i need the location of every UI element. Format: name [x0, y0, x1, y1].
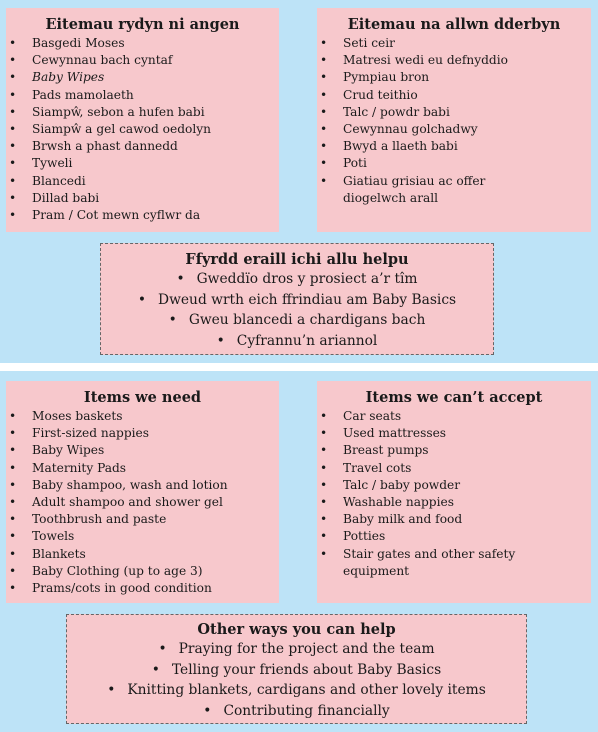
list-item: [317, 511, 591, 528]
bullet-icon: •: [9, 563, 17, 578]
list-item: [317, 425, 591, 442]
bullet-icon: •: [9, 409, 17, 423]
bullet-icon: •: [320, 426, 328, 441]
list-item: [317, 173, 591, 190]
english-items-needed-list: [6, 408, 279, 597]
bullet-icon: •: [320, 70, 328, 85]
list-item-text: Blancedi: [32, 173, 86, 188]
welsh-items-needed-box: [6, 8, 279, 232]
list-item-text: Telling your friends about Baby Basics: [171, 661, 442, 678]
list-item-text: Adult shampoo and shower gel: [32, 495, 223, 510]
list-item: [317, 408, 591, 425]
bullet-icon: •: [320, 53, 328, 68]
list-item-text: Knitting blankets, cardigans and other lovely items: [127, 682, 486, 698]
bullet-icon: •: [9, 139, 17, 154]
list-item-text: Bwyd a llaeth babi: [343, 139, 458, 154]
list-item-text: Poti: [343, 156, 367, 171]
list-item-text: Talc / powdr babi: [343, 104, 450, 119]
list-item-text: Prams/cots in good condition: [32, 581, 212, 596]
english-other-ways-title: Other ways you can help: [197, 621, 396, 638]
list-item: [101, 269, 493, 290]
bullet-icon: •: [9, 53, 17, 68]
list-item: [101, 331, 493, 352]
list-item: [6, 580, 279, 597]
list-item: [6, 408, 279, 425]
bullet-icon: •: [9, 443, 17, 458]
list-item-text: Breast pumps: [343, 443, 429, 458]
bullet-icon: •: [203, 702, 212, 719]
list-item-text: Siampŵ a gel cawod oedolyn: [32, 122, 211, 137]
list-item: [6, 511, 279, 528]
list-item-text: Tyweli: [32, 156, 73, 171]
list-item-text: Siampŵ, sebon a hufen babi: [32, 104, 205, 119]
bullet-icon: •: [320, 443, 328, 458]
list-item-text: Matresi wedi eu defnyddio: [343, 53, 508, 68]
list-item: [6, 563, 279, 580]
list-item-text: Crud teithio: [343, 87, 418, 102]
list-item-text: Baby Wipes: [32, 443, 105, 458]
list-item: [317, 35, 591, 52]
list-item: [317, 52, 591, 69]
list-item-text: Washable nappies: [343, 495, 454, 510]
list-item: [317, 104, 591, 121]
bullet-icon: •: [216, 332, 225, 349]
list-item: [317, 155, 591, 172]
list-item: [67, 680, 526, 701]
list-item: [317, 477, 591, 494]
bullet-icon: •: [9, 36, 17, 50]
bullet-icon: •: [9, 190, 17, 205]
english-other-ways-list: [67, 639, 526, 721]
welsh-panel: [0, 0, 598, 363]
list-item: [317, 121, 591, 138]
list-item-text: Praying for the project and the team: [178, 641, 435, 657]
bullet-icon: •: [9, 122, 17, 137]
list-item: [6, 138, 279, 155]
bullet-icon: •: [9, 104, 17, 119]
english-panel: [0, 371, 598, 732]
bullet-icon: •: [9, 87, 17, 102]
bullet-icon: •: [9, 173, 17, 188]
list-item-text: Brwsh a phast dannedd: [32, 139, 178, 154]
bullet-icon: •: [320, 87, 328, 102]
list-item: [6, 494, 279, 511]
bullet-icon: •: [320, 122, 328, 137]
list-item: [6, 442, 279, 459]
bullet-icon: •: [320, 546, 328, 561]
list-item-text: Cyfrannu’n ariannol: [236, 332, 378, 349]
bullet-icon: •: [320, 460, 328, 475]
list-item: [6, 546, 279, 563]
list-item: [67, 639, 526, 660]
list-item: [6, 173, 279, 190]
list-item: [317, 563, 591, 580]
list-item-text: Cewynnau golchadwy: [343, 122, 478, 137]
english-items-cant-accept-box: [317, 381, 591, 603]
list-item-text: Dillad babi: [32, 190, 100, 205]
bullet-icon: •: [9, 529, 17, 544]
bullet-icon: •: [9, 156, 17, 171]
list-item: [317, 546, 591, 563]
list-item: [317, 528, 591, 545]
bullet-icon: •: [320, 477, 328, 492]
bullet-icon: •: [9, 460, 17, 475]
bullet-icon: •: [137, 291, 147, 308]
bullet-icon: •: [9, 546, 17, 561]
list-item: [317, 138, 591, 155]
bullet-icon: •: [9, 426, 17, 441]
list-item: [6, 477, 279, 494]
bullet-icon: •: [320, 409, 328, 423]
english-items-needed-box: [6, 381, 279, 603]
bullet-icon: •: [320, 173, 328, 188]
list-item-text: Gweu blancedi a chardigans bach: [188, 312, 426, 328]
list-item-text: Contributing financially: [223, 702, 390, 719]
list-item-text: Moses baskets: [32, 409, 123, 423]
list-item: [6, 87, 279, 104]
bullet-icon: •: [9, 70, 17, 85]
list-item: [6, 207, 279, 224]
welsh-items-cant-accept-title: Eitemau na allwn dderbyn: [347, 16, 561, 33]
list-item-text: Pympiau bron: [343, 70, 430, 85]
list-item: [67, 701, 526, 722]
bullet-icon: •: [320, 104, 328, 119]
list-item: [6, 155, 279, 172]
list-item-text: Gweddïo dros y prosiect a’r tîm: [196, 271, 418, 287]
list-item: [6, 121, 279, 138]
welsh-items-needed-list: [6, 35, 279, 224]
bullet-icon: •: [320, 495, 328, 510]
bullet-icon: •: [168, 312, 177, 328]
list-item: [6, 528, 279, 545]
list-item-text: Car seats: [343, 409, 402, 423]
list-item-text: Baby milk and food: [343, 512, 463, 527]
list-item: [317, 190, 591, 207]
bullet-icon: •: [9, 495, 17, 510]
list-item-text: Baby Wipes: [32, 70, 105, 85]
bullet-icon: •: [9, 581, 17, 596]
list-item-text: Giatiau grisiau ac offer: [343, 173, 486, 188]
list-item: [317, 494, 591, 511]
list-item: [67, 660, 526, 681]
english-items-needed-title: Items we need: [83, 389, 202, 406]
list-item: [101, 310, 493, 331]
list-item: [6, 190, 279, 207]
list-item: [6, 104, 279, 121]
bullet-icon: •: [9, 208, 17, 223]
list-item-text: Used mattresses: [343, 426, 447, 441]
bullet-icon: •: [320, 139, 328, 154]
list-item: [317, 69, 591, 86]
bullet-icon: •: [9, 477, 17, 492]
list-item-text: Towels: [32, 529, 75, 544]
list-item-text: Stair gates and other safety: [343, 546, 516, 561]
welsh-other-ways-title: Ffyrdd eraill ichi allu helpu: [185, 251, 409, 268]
list-item-text: Toothbrush and paste: [32, 512, 167, 527]
welsh-other-ways-list: [101, 269, 493, 351]
list-item-text: Pads mamolaeth: [32, 87, 134, 102]
list-item-text: Potties: [343, 529, 386, 544]
welsh-items-cant-accept-box: [317, 8, 591, 232]
welsh-items-needed-title: Eitemau rydyn ni angen: [45, 16, 240, 33]
list-item: [317, 87, 591, 104]
english-items-cant-accept-title: Items we can’t accept: [365, 389, 543, 406]
list-item: [6, 35, 279, 52]
bullet-icon: •: [320, 529, 328, 544]
list-item: [6, 69, 279, 86]
bullet-icon: •: [158, 641, 167, 657]
welsh-items-cant-accept-list: [317, 35, 591, 207]
list-item-text: Baby Clothing (up to age 3): [32, 563, 203, 578]
list-item-text: Dweud wrth eich ffrindiau am Baby Basics: [158, 291, 457, 308]
bullet-icon: •: [320, 36, 328, 50]
bullet-icon: •: [320, 512, 328, 527]
list-item-text: Seti ceir: [343, 36, 395, 50]
list-item: [317, 460, 591, 477]
welsh-other-ways-box: [100, 243, 494, 355]
list-item-text: Cewynnau bach cyntaf: [32, 53, 173, 68]
english-items-cant-accept-list: [317, 408, 591, 580]
bullet-icon: •: [176, 271, 185, 287]
list-item-text: equipment: [343, 563, 410, 578]
list-item: [6, 52, 279, 69]
list-item-text: Maternity Pads: [32, 460, 127, 475]
list-item-text: Blankets: [32, 546, 86, 561]
list-item: [101, 290, 493, 311]
list-item-text: diogelwch arall: [343, 190, 439, 205]
list-item: [6, 425, 279, 442]
list-item-text: Baby shampoo, wash and lotion: [32, 477, 228, 492]
list-item: [6, 460, 279, 477]
bullet-icon: •: [151, 661, 160, 678]
bullet-icon: •: [9, 512, 17, 527]
english-other-ways-box: [66, 614, 527, 724]
list-item-text: First-sized nappies: [32, 426, 149, 441]
list-item: [317, 442, 591, 459]
bullet-icon: •: [320, 156, 328, 171]
bullet-icon: •: [107, 682, 116, 698]
list-item-text: Pram / Cot mewn cyflwr da: [32, 208, 201, 223]
list-item-text: Basgedi Moses: [32, 36, 125, 50]
list-item-text: Talc / baby powder: [343, 477, 461, 492]
list-item-text: Travel cots: [343, 460, 412, 475]
